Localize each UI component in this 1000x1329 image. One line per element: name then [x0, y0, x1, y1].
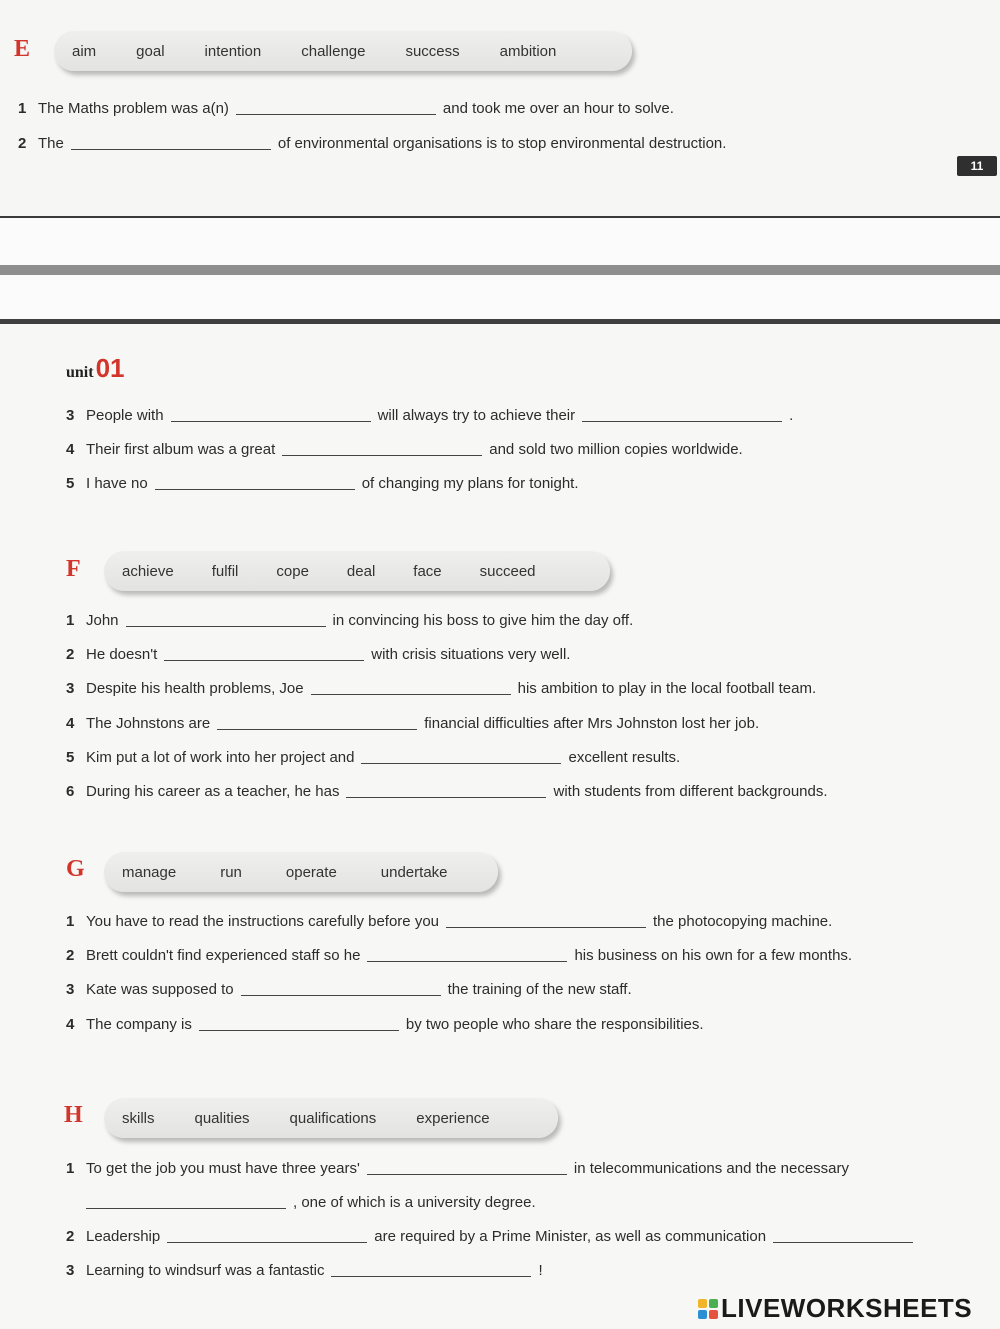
item-text: Leadership [86, 1228, 161, 1245]
item-text: are required by a Prime Minister, as well as communication [374, 1228, 767, 1245]
answer-blank[interactable] [241, 994, 441, 996]
item-text: and sold two million copies worldwide. [489, 441, 743, 458]
exercise-item [18, 100, 674, 117]
item-number: 4 [66, 1016, 75, 1033]
answer-blank[interactable] [236, 113, 436, 115]
item-text: He doesn't [86, 646, 158, 663]
word-bank-item: skills [122, 1109, 155, 1127]
exercise-item [66, 1160, 849, 1177]
page-divider [0, 265, 1000, 275]
word-bank-item: qualities [194, 1109, 250, 1127]
item-number: 4 [66, 715, 75, 732]
word-bank-f [104, 551, 610, 591]
item-number: 2 [66, 947, 75, 964]
item-text: in telecommunications and the necessary [573, 1160, 850, 1177]
item-text: his ambition to play in the local football team. [517, 680, 817, 697]
word-bank-item: face [413, 562, 442, 580]
exercise-item [66, 715, 759, 732]
page-number-badge: 11 [957, 156, 997, 176]
liveworksheets-logo [698, 1293, 972, 1324]
word-bank-item: undertake [380, 863, 448, 881]
logo-square [698, 1310, 707, 1319]
page-edge-rule-bottom [0, 319, 1000, 324]
item-text: Kate was supposed to [86, 981, 234, 998]
item-text: John [86, 612, 119, 629]
word-bank-item: qualifications [289, 1109, 377, 1127]
answer-blank[interactable] [126, 625, 326, 627]
answer-blank[interactable] [282, 454, 482, 456]
item-text: Their first album was a great [86, 441, 276, 458]
item-number: 1 [66, 913, 75, 930]
item-text: You have to read the instructions carefully before you [86, 913, 439, 930]
answer-blank[interactable] [582, 420, 782, 422]
item-text: To get the job you must have three years' [86, 1160, 360, 1177]
word-bank-item: deal [346, 562, 376, 580]
item-text: the training of the new staff. [447, 981, 632, 998]
answer-blank[interactable] [446, 926, 646, 928]
item-text: Learning to windsurf was a fantastic [86, 1262, 325, 1279]
logo-square [709, 1299, 718, 1308]
logo-square [709, 1310, 718, 1319]
answer-blank[interactable] [346, 796, 546, 798]
unit-word: unit [66, 364, 94, 381]
word-bank-item: operate [285, 863, 337, 881]
item-number: 2 [66, 646, 75, 663]
item-text: with crisis situations very well. [371, 646, 571, 663]
answer-blank[interactable] [71, 148, 271, 150]
item-number: 3 [66, 680, 75, 697]
item-text: The company is [86, 1016, 192, 1033]
exercise-item [66, 407, 793, 424]
answer-blank[interactable] [331, 1275, 531, 1277]
exercise-item [66, 612, 633, 629]
item-text: will always try to achieve their [377, 407, 576, 424]
exercise-item [66, 947, 852, 964]
answer-blank[interactable] [86, 1207, 286, 1209]
item-number: 5 [66, 749, 75, 766]
item-text: Kim put a lot of work into her project and [86, 749, 355, 766]
answer-blank[interactable] [171, 420, 371, 422]
item-text: Despite his health problems, Joe [86, 680, 304, 697]
exercise-item [66, 441, 743, 458]
answer-blank[interactable] [773, 1241, 913, 1243]
item-text: his business on his own for a few months. [574, 947, 853, 964]
word-bank-item: ambition [499, 42, 557, 60]
item-text: During his career as a teacher, he has [86, 783, 340, 800]
item-text: with students from different backgrounds. [553, 783, 828, 800]
item-number: 1 [18, 100, 27, 117]
item-text: ! [538, 1262, 543, 1279]
answer-blank[interactable] [199, 1029, 399, 1031]
logo-grid-icon [698, 1299, 718, 1319]
item-number: 1 [66, 612, 75, 629]
answer-blank[interactable] [164, 659, 364, 661]
word-bank-item: success [405, 42, 460, 60]
section-letter-e: E [14, 36, 31, 62]
item-text: The [38, 135, 64, 152]
exercise-item [66, 913, 832, 930]
section-letter-g: G [66, 856, 85, 882]
item-text: by two people who share the responsibilities. [405, 1016, 704, 1033]
item-number: 2 [18, 135, 27, 152]
item-number: 5 [66, 475, 75, 492]
item-text: financial difficulties after Mrs Johnston lost her job. [424, 715, 760, 732]
answer-blank[interactable] [361, 762, 561, 764]
word-bank-h [104, 1098, 558, 1138]
item-text: the photocopying machine. [653, 913, 833, 930]
item-text: of changing my plans for tonight. [361, 475, 579, 492]
item-number: 4 [66, 441, 75, 458]
item-text: People with [86, 407, 164, 424]
section-letter-f: F [66, 556, 81, 582]
word-bank-item: challenge [301, 42, 366, 60]
word-bank-item: achieve [122, 562, 174, 580]
item-text: I have no [86, 475, 148, 492]
answer-blank[interactable] [311, 693, 511, 695]
answer-blank[interactable] [167, 1241, 367, 1243]
exercise-item [66, 1228, 913, 1245]
logo-text: LIVEWORKSHEETS [721, 1293, 973, 1323]
item-text: . [789, 407, 794, 424]
logo-square [698, 1299, 707, 1308]
item-text: and took me over an hour to solve. [442, 100, 674, 117]
exercise-item [66, 475, 579, 492]
unit-number: 01 [95, 353, 125, 383]
exercise-item [66, 1262, 543, 1279]
item-number: 2 [66, 1228, 75, 1245]
answer-blank[interactable] [217, 728, 417, 730]
answer-blank[interactable] [155, 488, 355, 490]
item-number: 3 [66, 1262, 75, 1279]
word-bank-e [54, 31, 632, 71]
item-number: 3 [66, 981, 75, 998]
exercise-item [66, 749, 680, 766]
item-text: excellent results. [568, 749, 681, 766]
exercise-item [18, 135, 726, 152]
word-bank-item: manage [122, 863, 177, 881]
word-bank-item: intention [204, 42, 262, 60]
item-number: 3 [66, 407, 75, 424]
exercise-item-continued [86, 1194, 536, 1211]
answer-blank[interactable] [367, 1173, 567, 1175]
item-text: , one of which is a university degree. [293, 1194, 536, 1211]
exercise-item [66, 783, 828, 800]
exercise-item [66, 646, 570, 663]
word-bank-item: succeed [479, 562, 536, 580]
item-text: The Johnstons are [86, 715, 211, 732]
item-number: 6 [66, 783, 75, 800]
item-text: Brett couldn't find experienced staff so he [86, 947, 361, 964]
item-text: The Maths problem was a(n) [38, 100, 229, 117]
word-bank-item: fulfil [211, 562, 239, 580]
answer-blank[interactable] [367, 960, 567, 962]
word-bank-item: run [220, 863, 242, 881]
item-number: 1 [66, 1160, 75, 1177]
exercise-item [66, 680, 816, 697]
word-bank-item: cope [276, 562, 309, 580]
exercise-item [66, 1016, 704, 1033]
item-text: of environmental organisations is to stop environmental destruction. [277, 135, 727, 152]
word-bank-item: experience [416, 1109, 490, 1127]
word-bank-item: aim [72, 42, 97, 60]
word-bank-item: goal [136, 42, 165, 60]
unit-label [66, 353, 125, 384]
word-bank-g [104, 852, 498, 892]
section-letter-h: H [64, 1102, 83, 1128]
item-text: in convincing his boss to give him the day off. [332, 612, 634, 629]
exercise-item [66, 981, 632, 998]
